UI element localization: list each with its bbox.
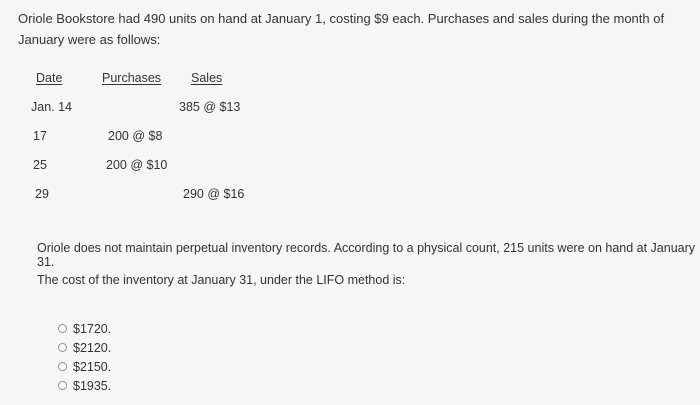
row-4-date: 29	[35, 187, 49, 201]
row-4-sales: 290 @ $16	[183, 187, 245, 201]
option-3-label: $2150.	[73, 359, 112, 374]
row-2-date: 17	[33, 129, 47, 143]
row-2-purchases: 200 @ $8	[108, 129, 163, 143]
header-sales: Sales	[191, 71, 223, 85]
inventory-statement: Oriole does not maintain perpetual inventory records. According to a physical count, 215 units were on hand at January 31.	[37, 241, 696, 269]
option-4[interactable]	[58, 376, 111, 395]
row-1-sales: 385 @ $13	[179, 100, 241, 114]
answer-options	[58, 319, 111, 395]
row-3-date: 25	[33, 158, 47, 172]
radio-button[interactable]	[58, 381, 67, 390]
option-2[interactable]	[58, 338, 111, 357]
option-3[interactable]	[58, 357, 111, 376]
option-2-label: $2120.	[73, 340, 112, 355]
radio-button[interactable]	[58, 362, 67, 371]
problem-intro: Oriole Bookstore had 490 units on hand at January 1, costing $9 each. Purchases and sales during the month of January were as follows:	[18, 11, 665, 47]
radio-button[interactable]	[58, 343, 67, 352]
header-date: Date	[36, 71, 63, 85]
question-text: The cost of the inventory at January 31, under the LIFO method is:	[37, 273, 406, 287]
radio-button[interactable]	[58, 324, 67, 333]
row-1-date: Jan. 14	[31, 100, 73, 114]
row-3-purchases: 200 @ $10	[106, 158, 168, 172]
header-purchases: Purchases	[102, 71, 162, 85]
option-1-label: $1720.	[73, 321, 112, 336]
option-4-label: $1935.	[73, 378, 112, 393]
option-1[interactable]	[58, 319, 111, 338]
